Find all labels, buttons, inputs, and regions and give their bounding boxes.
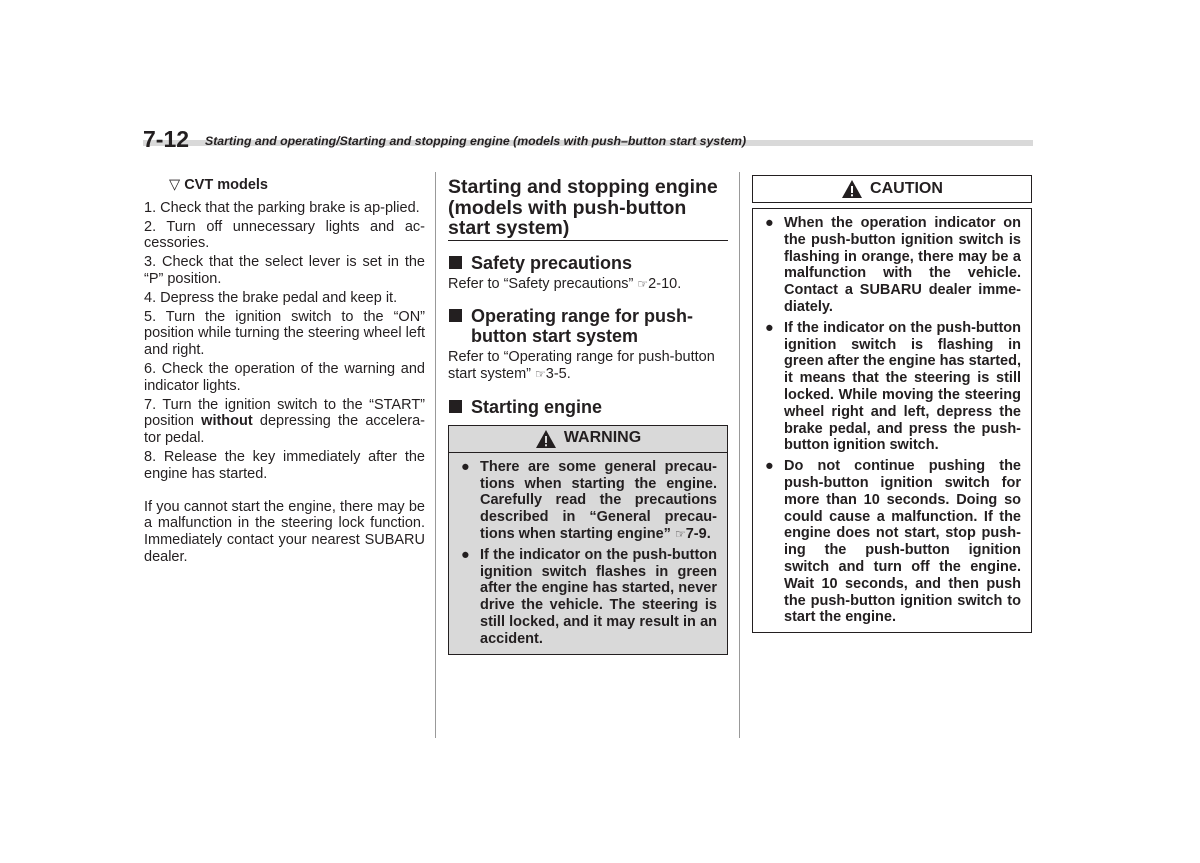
right-column <box>752 175 1032 633</box>
step7-text: 7. Turn the ignition switch to the “START” position <box>144 396 425 430</box>
pointing-hand-icon: ☞ <box>535 367 546 382</box>
column-divider <box>739 172 740 738</box>
section-title: Starting and stopping engine (models with push-button start system) <box>448 177 728 241</box>
warning-box <box>448 425 728 655</box>
operating-range-paragraph <box>448 349 728 383</box>
warning-item-text: There are some general precau-tions when starting the engine. Carefully read the precautions described in “General precau-tions when starting engine” <box>480 458 717 543</box>
cvt-subheading-text: CVT models <box>184 177 268 193</box>
warning-item-text: If the indicator on the push-button ignition switch flashes in green after the engine has started, never drive the vehicle. The steering is still locked, and it may result in an accident. <box>480 546 717 647</box>
warning-body <box>449 453 727 654</box>
bullet-dot-icon: ● <box>765 215 774 231</box>
caution-item-text: Do not continue pushing the push-button ignition switch for more than 10 seconds. Doing so could cause a malfunction. If the engine does not start, stop push-ing the push-button ignition switch and turn off the engine. Wait 10 seconds, and then push the push-button ignition switch to start the engine. <box>784 458 1021 626</box>
operating-range-reference: 3-5. <box>545 366 571 383</box>
caution-label: CAUTION <box>870 179 943 197</box>
caution-body <box>752 208 1032 633</box>
caution-item-text: When the operation indicator on the push-button ignition switch is flashing in orange, there may be a malfunction with the vehicle. Contact a SUBARU dealer imme-diately. <box>784 215 1021 315</box>
warning-title <box>449 426 727 453</box>
page-number: 7-12 <box>143 126 190 152</box>
step-item <box>144 397 425 447</box>
warning-triangle-icon <box>841 179 863 199</box>
warning-item-reference: 7-9. <box>685 526 711 543</box>
bullet-dot-icon: ● <box>461 546 470 563</box>
step-item: 1. Check that the parking brake is ap-plied. <box>144 199 420 216</box>
heading-safety-text: Safety precautions <box>471 252 633 273</box>
step-item: 8. Release the key immediately after the engine has started. <box>144 448 425 482</box>
bullet-dot-icon: ● <box>461 458 470 475</box>
middle-column <box>448 177 728 655</box>
heading-operating-range-text: Operating range for push-button start system <box>471 306 694 347</box>
step-item: 5. Turn the ignition switch to the “ON” position while turning the steering wheel left and right. <box>144 308 425 359</box>
page-header <box>143 126 1033 156</box>
warning-triangle-icon <box>535 429 557 449</box>
heading-operating-range <box>448 306 728 346</box>
safety-reference: 2-10. <box>648 275 682 292</box>
step-item: 6. Check the operation of the warning and indicator lights. <box>144 360 425 394</box>
bullet-dot-icon: ● <box>765 458 774 475</box>
column-divider <box>435 172 436 738</box>
heading-safety <box>448 253 728 273</box>
pointing-hand-icon: ☞ <box>637 276 649 291</box>
step7-text-end: depressing the accelera-tor pedal. <box>144 413 425 447</box>
step-item: 4. Depress the brake pedal and keep it. <box>144 289 398 306</box>
heading-starting-engine-text: Starting engine <box>471 396 603 417</box>
step-item: 2. Turn off unnecessary lights and ac-cessories. <box>144 218 425 252</box>
heading-starting-engine <box>448 397 728 417</box>
safety-text: Refer to “Safety precautions” <box>448 275 638 292</box>
caution-item <box>763 458 1021 626</box>
pointing-hand-icon: ☞ <box>674 527 686 542</box>
caution-item <box>763 215 1021 316</box>
warning-item <box>459 459 717 543</box>
step-item: 3. Check that the select lever is set in the “P” position. <box>144 254 425 287</box>
header-title: Starting and operating/Starting and stopping engine (models with push–button start system) <box>205 134 747 148</box>
caution-title <box>752 175 1032 203</box>
operating-range-text: Refer to “Operating range for push-button start system” <box>448 349 715 383</box>
triangle-marker-icon: ▽ <box>169 177 181 193</box>
bullet-dot-icon: ● <box>765 319 774 336</box>
caution-item-text: If the indicator on the push-button ignition switch is flashing in green after the engine has started, it means that the steering is still locked. While moving the steering wheel right and left, depress the brake pedal, and press the push-button ignition switch. <box>784 319 1021 454</box>
square-bullet-icon <box>449 256 462 269</box>
square-bullet-icon <box>449 309 462 322</box>
warning-label: WARNING <box>563 429 642 447</box>
safety-paragraph <box>448 276 728 293</box>
square-bullet-icon <box>449 400 462 413</box>
closing-paragraph: If you cannot start the engine, there may be a malfunction in the steering lock function. Immediately contact your nearest SUBARU dealer. <box>144 498 425 565</box>
cvt-subheading <box>169 177 425 194</box>
warning-item <box>459 547 717 648</box>
step7-emphasis: without <box>201 413 253 430</box>
left-column <box>144 177 425 566</box>
caution-item <box>763 320 1021 454</box>
